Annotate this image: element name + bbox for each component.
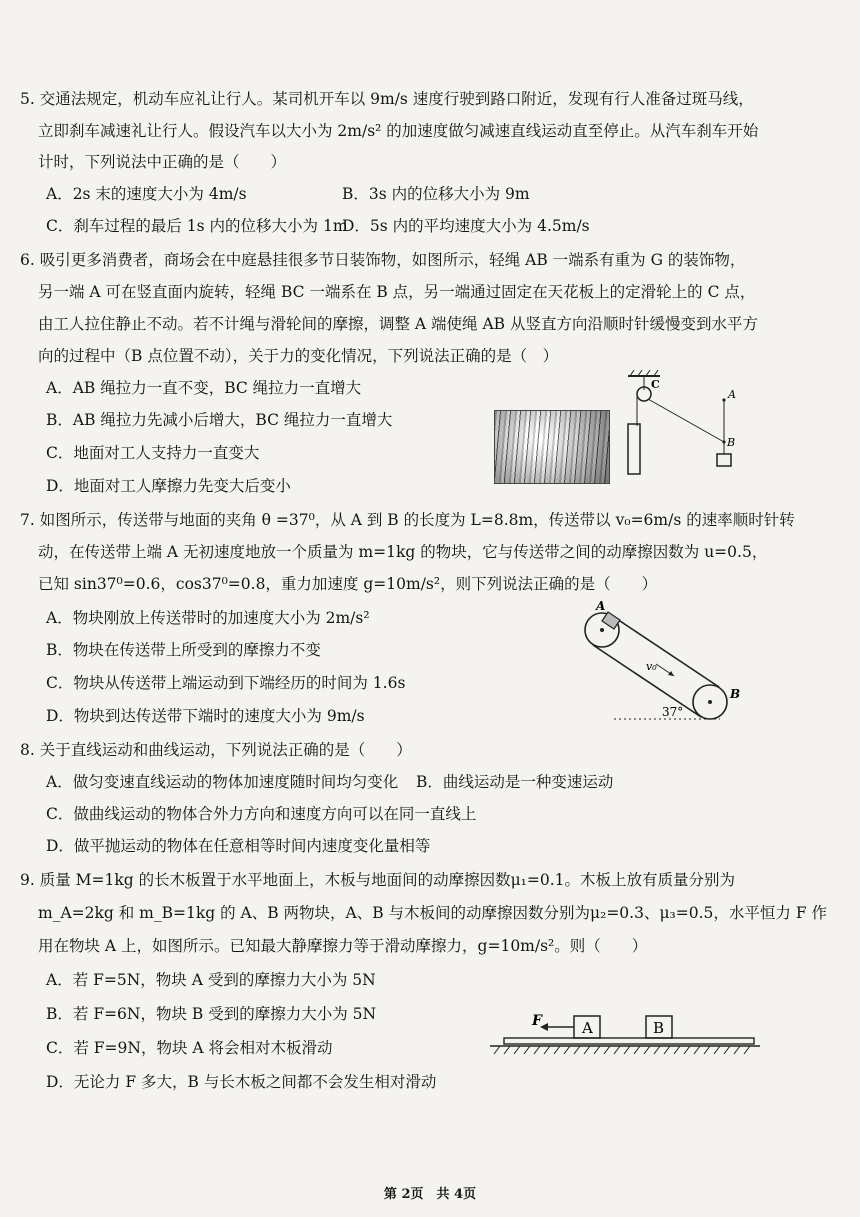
label-c: C [651,378,660,391]
q9-line-3: 用在物块 A 上，如图所示。已知最大静摩擦力等于滑动摩擦力，g=10m/s²。则（ ） [38,937,648,955]
q8-line-1: 8. 关于直线运动和曲线运动，下列说法正确的是（ ） [20,741,412,759]
label-a: A [728,388,736,401]
page-footer: 第 2页 共 4页 [383,1187,477,1202]
q9-option-d: D．无论力 F 多大，B 与长木板之间都不会发生相对滑动 [46,1073,437,1091]
q7-option-d: D．物块到达传送带下端时的速度大小为 9m/s [46,707,365,725]
mall-atrium-photo [494,410,610,484]
q8-option-c: C．做曲线运动的物体合外力方向和速度方向可以在同一直线上 [46,805,477,823]
q5-option-d: D．5s 内的平均速度大小为 4.5m/s [342,217,590,235]
q5-line-3: 计时，下列说法中正确的是（ ） [38,153,287,171]
q6-line-2: 另一端 A 可在竖直面内旋转，轻绳 BC 一端系在 B 点，另一端通过固定在天花板上的定滑轮上的 C 点， [38,283,756,301]
q5-option-a: A．2s 末的速度大小为 4m/s [46,185,247,203]
pulley-rope-diagram [616,370,746,475]
label-v0: v₀ [646,660,657,673]
q9-option-b: B．若 F=6N，物块 B 受到的摩擦力大小为 5N [46,1005,377,1023]
q5-option-c: C．刹车过程的最后 1s 内的位移大小为 1m [46,217,348,235]
q9-line-2: m_A=2kg 和 m_B=1kg 的 A、B 两物块，A、B 与木板间的动摩擦因数分别为μ₂=0.3、μ₃=0.5，水平恒力 F 作 [38,904,827,922]
q8-option-a: A．做匀变速直线运动的物体加速度随时间均匀变化 [46,773,399,791]
q6-line-3: 由工人拉住静止不动。若不计绳与滑轮间的摩擦，调整 A 端使绳 AB 从竖直方向沿顺时针缓慢变到水平方 [38,315,758,333]
q7-line-1: 7. 如图所示，传送带与地面的夹角 θ =37⁰，从 A 到 B 的长度为 L=8.8m，传送带以 v₀=6m/s 的速率顺时针转 [20,511,795,529]
conveyor-belt-diagram [580,598,750,726]
q6-line-1: 6. 吸引更多消费者，商场会在中庭悬挂很多节日装饰物，如图所示，轻绳 AB 一端系有重为 G 的装饰物， [20,251,746,269]
force-f-label: F [532,1013,542,1029]
q8-option-b: B．曲线运动是一种变速运动 [416,773,614,791]
q5-line-1: 5. 交通法规定，机动车应礼让行人。某司机开车以 9m/s 速度行驶到路口附近，发现有行人准备过斑马线， [20,90,754,108]
q9-line-1: 9. 质量 M=1kg 的长木板置于水平地面上，木板与地面间的动摩擦因数μ₁=0.1。木板上放有质量分别为 [20,871,736,889]
q5-line-2: 立即刹车减速礼让行人。假设汽车以大小为 2m/s² 的加速度做匀减速直线运动直至停止。从汽车刹车开始 [38,122,759,140]
q6-option-b: B．AB 绳拉力先减小后增大，BC 绳拉力一直增大 [46,411,393,429]
q8-option-d: D．做平抛运动的物体在任意相等时间内速度变化量相等 [46,837,431,855]
q9-option-c: C．若 F=9N，物块 A 将会相对木板滑动 [46,1039,333,1057]
q7-option-b: B．物块在传送带上所受到的摩擦力不变 [46,641,321,659]
q5-option-b: B．3s 内的位移大小为 9m [342,185,530,203]
q7-option-a: A．物块刚放上传送带时的加速度大小为 2m/s² [46,609,370,627]
q6-line-4: 向的过程中（B 点位置不动），关于力的变化情况，下列说法正确的是（ ） [38,347,559,365]
block-a-label: A [582,1019,593,1037]
q6-option-c: C．地面对工人支持力一直变大 [46,444,260,462]
q6-option-a: A．AB 绳拉力一直不变，BC 绳拉力一直增大 [46,379,362,397]
label-b: B [727,436,736,449]
board-blocks-diagram [490,1010,760,1060]
q7-line-2: 动，在传送带上端 A 无初速度地放一个质量为 m=1kg 的物块，它与传送带之间的动摩擦因数为 u=0.5， [38,543,768,561]
label-b: B [730,687,741,701]
label-angle: 37° [662,705,684,719]
q7-option-c: C．物块从传送带上端运动到下端经历的时间为 1.6s [46,674,406,692]
q9-option-a: A．若 F=5N，物块 A 受到的摩擦力大小为 5N [46,971,376,989]
label-a: A [596,599,606,613]
q6-option-d: D．地面对工人摩擦力先变大后变小 [46,477,291,495]
block-b-label: B [653,1019,665,1037]
q7-line-3: 已知 sin37⁰=0.6，cos37⁰=0.8，重力加速度 g=10m/s²，则下列说法正确的是（ ） [38,575,658,593]
